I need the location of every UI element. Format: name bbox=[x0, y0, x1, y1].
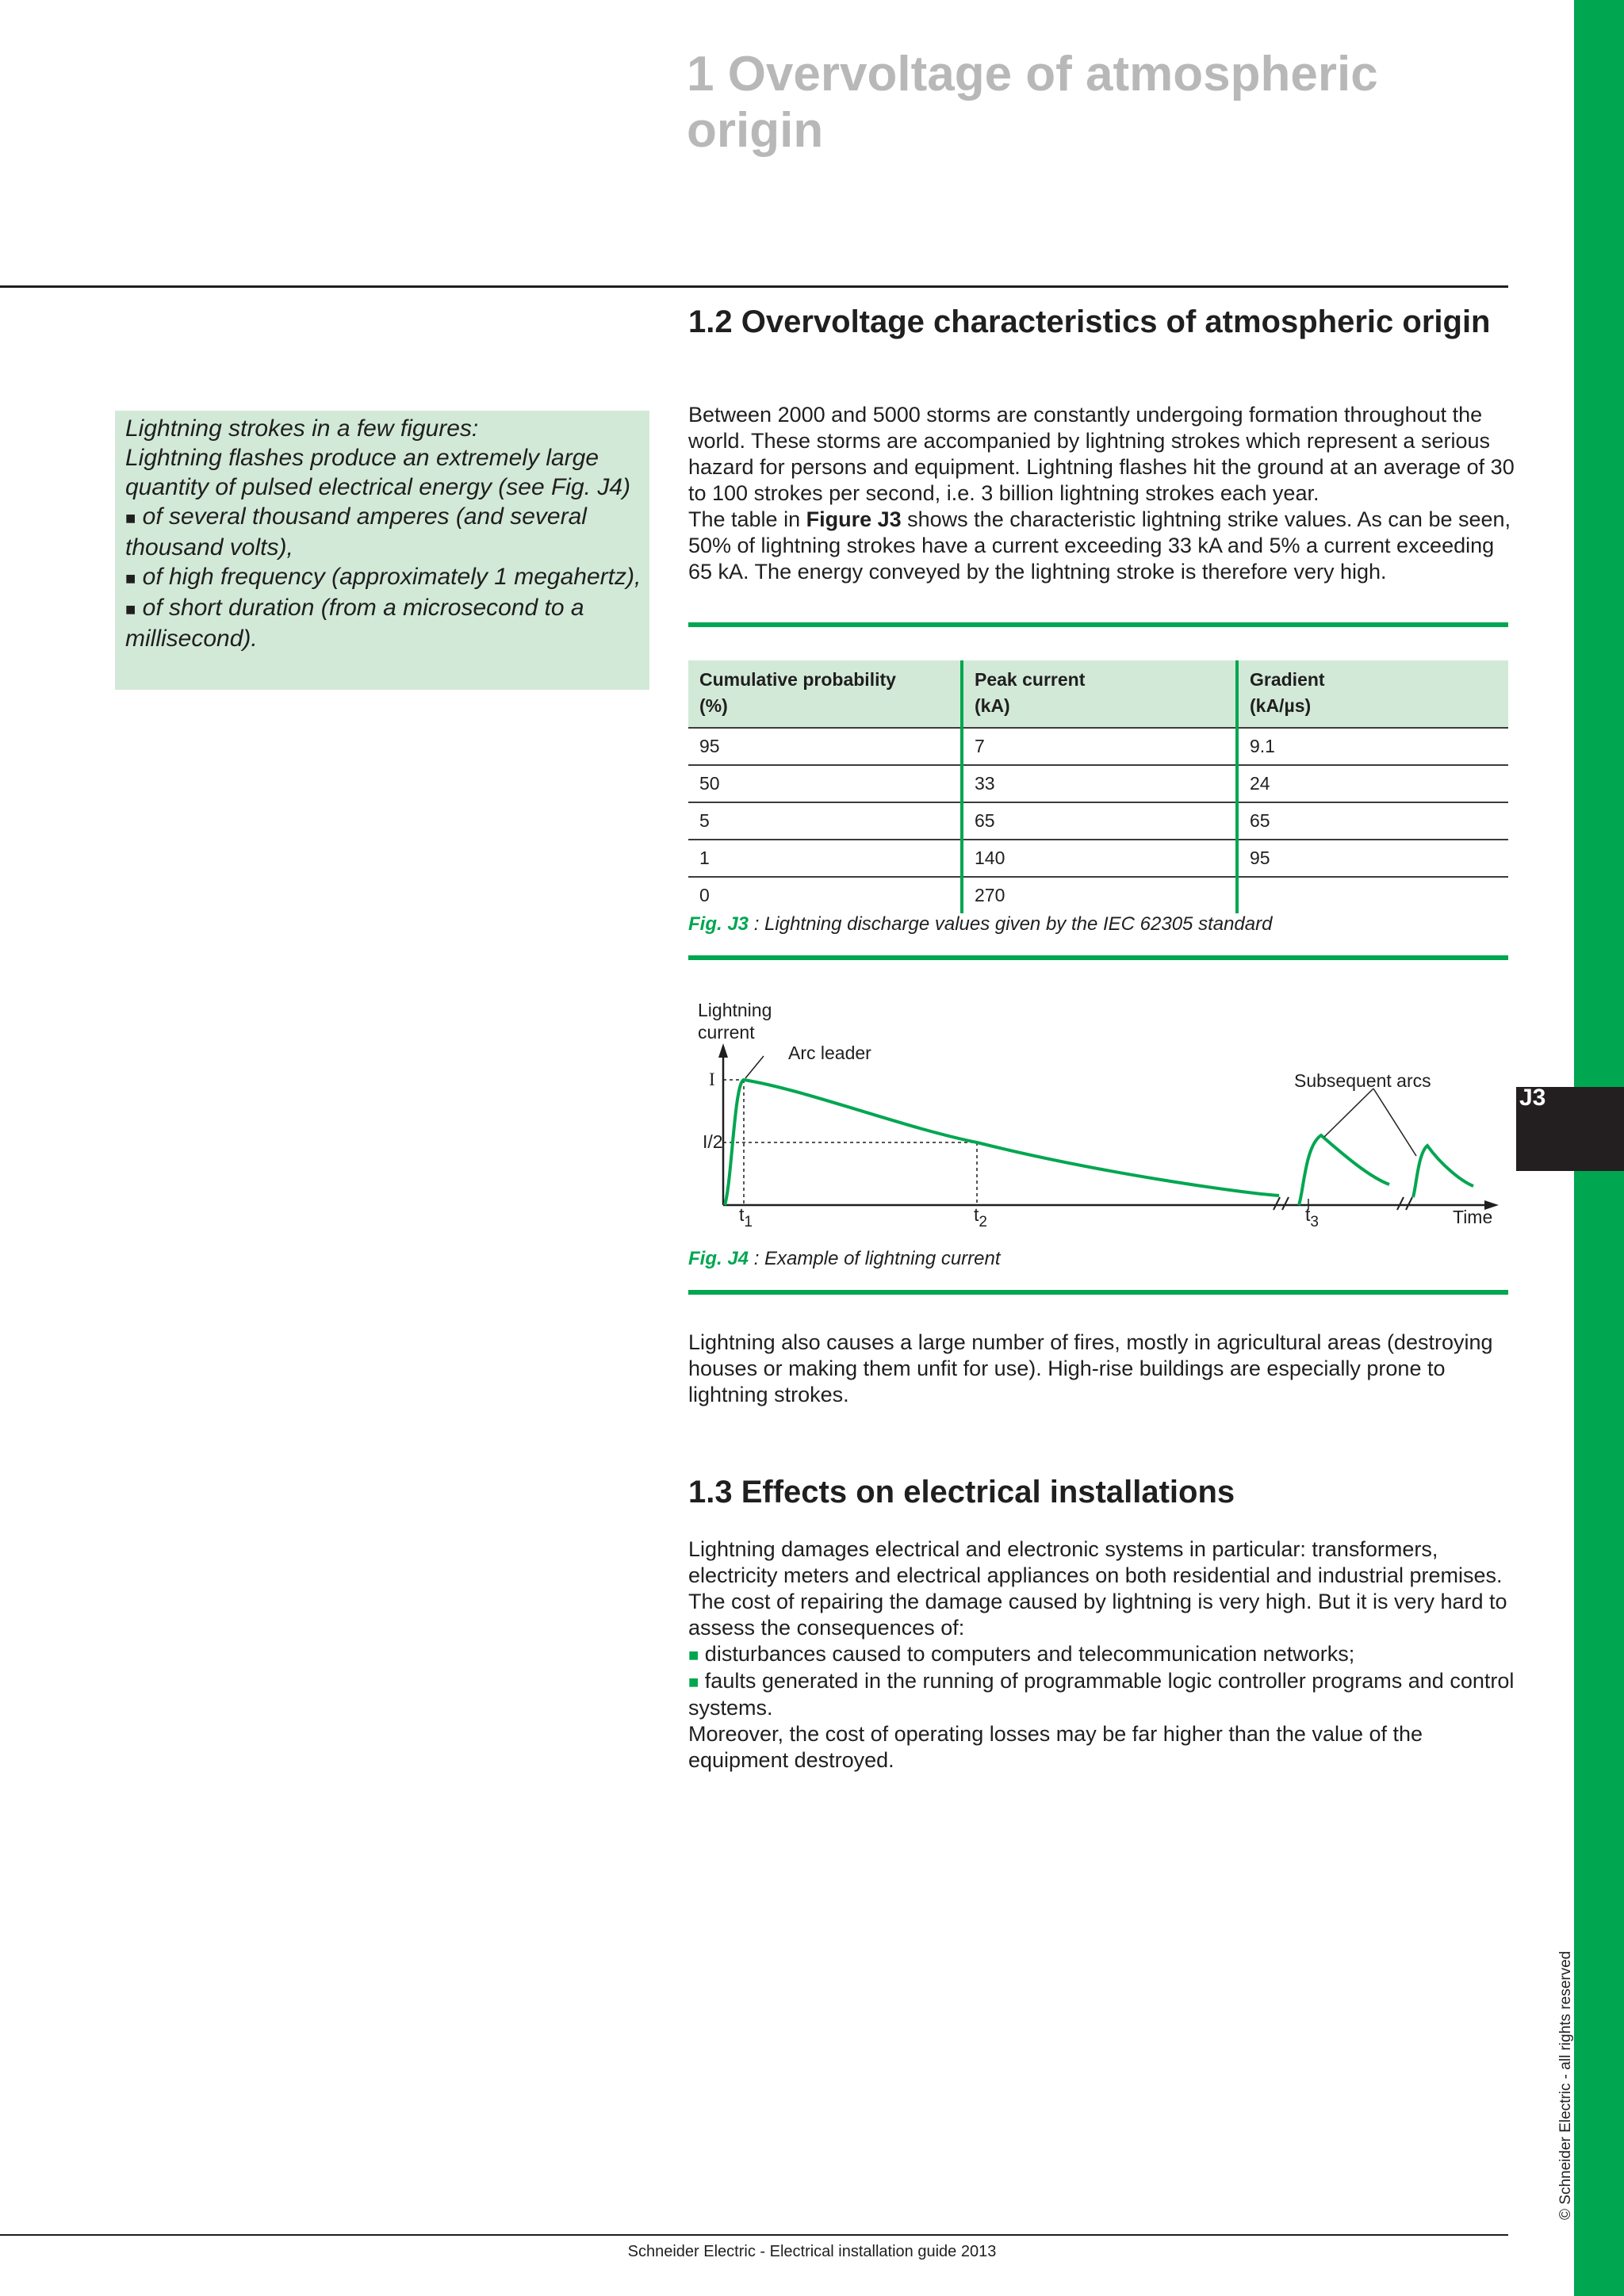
sidebox-bullet: ■ of short duration (from a microsecond to a millisecond). bbox=[125, 595, 584, 652]
axis-break-mark bbox=[1274, 1197, 1280, 1210]
lightning-values-table bbox=[688, 660, 1508, 913]
table-cell: 5 bbox=[688, 802, 962, 840]
table-cell: 24 bbox=[1237, 765, 1508, 802]
text-run: shows the characteristic lightning strike values. As can be seen, 50% of lightning strokes have a current exceeding 33 kA and 5% a current exceeding 65 kA. The energy conveyed by the lightning stroke is therefore very high. bbox=[688, 507, 1511, 584]
subsequent-arc-curve bbox=[1413, 1146, 1473, 1197]
figure-number: Fig. J3 bbox=[688, 913, 749, 935]
subsequent-arcs-pointer bbox=[1324, 1089, 1373, 1137]
axis-break-mark bbox=[1397, 1197, 1404, 1210]
table-row bbox=[688, 877, 1508, 913]
half-peak-label: I/2 bbox=[703, 1131, 723, 1152]
table-cell: 140 bbox=[962, 840, 1237, 877]
y-axis-label: current bbox=[698, 1022, 755, 1043]
caption-text: : Example of lightning current bbox=[749, 1248, 1001, 1269]
table-row bbox=[688, 728, 1508, 765]
table-cell: 95 bbox=[1237, 840, 1508, 877]
square-bullet-icon: ■ bbox=[688, 1672, 699, 1692]
caption-text: : Lightning discharge values given by the IEC 62305 standard bbox=[749, 913, 1273, 935]
section-1-3-text bbox=[688, 1536, 1521, 1774]
table-cell: 95 bbox=[688, 728, 962, 765]
table-row bbox=[688, 802, 1508, 840]
peak-current-label: I bbox=[709, 1070, 715, 1089]
figure-separator-rule bbox=[688, 955, 1508, 960]
table-cell: 270 bbox=[962, 877, 1237, 913]
paragraph: Lightning damages electrical and electronic systems in particular: transformers, electricity meters and electrical appliances on both residential and industrial premises. bbox=[688, 1537, 1503, 1587]
square-bullet-icon: ■ bbox=[125, 508, 136, 528]
footer-rule bbox=[0, 2234, 1508, 2236]
table-cell: 9.1 bbox=[1237, 728, 1508, 765]
t1-label: $t_1$ bbox=[739, 1204, 753, 1230]
table-cell: 50 bbox=[688, 765, 962, 802]
paragraph: Moreover, the cost of operating losses may be far higher than the value of the equipment destroyed. bbox=[688, 1722, 1423, 1772]
paragraph: The cost of repairing the damage caused by lightning is very high. But it is very hard to assess the consequences of: bbox=[688, 1590, 1507, 1640]
t2-label: $t_2$ bbox=[974, 1204, 987, 1230]
y-axis-arrow-icon bbox=[718, 1043, 728, 1058]
arc-leader-label: Arc leader bbox=[788, 1043, 871, 1063]
copyright-notice: © Schneider Electric - all rights reserved bbox=[1557, 1950, 1574, 2220]
sidebox-bullet: ■ of several thousand amperes (and several thousand volts), bbox=[125, 503, 587, 561]
table-cell bbox=[1237, 877, 1508, 913]
y-axis-label: Lightning bbox=[698, 1000, 772, 1020]
subsequent-arc-curve bbox=[1299, 1135, 1389, 1205]
table-row bbox=[688, 765, 1508, 802]
text-run: The table in bbox=[688, 507, 806, 531]
lightning-current-diagram bbox=[688, 983, 1508, 1253]
table-cell: 65 bbox=[962, 802, 1237, 840]
lightning-fires-text bbox=[688, 1330, 1517, 1408]
lightning-values-table-wrap bbox=[688, 660, 1508, 913]
square-bullet-icon: ■ bbox=[125, 599, 136, 619]
table-row bbox=[688, 840, 1508, 877]
bullet-item: ■ faults generated in the running of programmable logic controller programs and control systems. bbox=[688, 1669, 1515, 1720]
summary-sidebox bbox=[115, 411, 649, 690]
table-cell: 33 bbox=[962, 765, 1237, 802]
arc-leader-pointer bbox=[745, 1056, 764, 1078]
square-bullet-icon: ■ bbox=[688, 1645, 699, 1665]
bullet-item: ■ disturbances caused to computers and telecommunication networks; bbox=[688, 1642, 1355, 1666]
section-1-2-text bbox=[688, 402, 1521, 585]
table-cell: 7 bbox=[962, 728, 1237, 765]
table-cell: 65 bbox=[1237, 802, 1508, 840]
paragraph: Lightning also causes a large number of fires, mostly in agricultural areas (destroying houses or making them unfit for use). High-rise buildings are especially prone to lightning strokes. bbox=[688, 1330, 1493, 1406]
t3-label: $t_3$ bbox=[1305, 1204, 1319, 1230]
header-rule bbox=[0, 285, 1508, 288]
square-bullet-icon: ■ bbox=[125, 568, 136, 588]
column-header: Cumulative probability (%) bbox=[688, 660, 962, 728]
table-cell: 0 bbox=[688, 877, 962, 913]
sidebox-intro: Lightning flashes produce an extremely large quantity of pulsed electrical energy (see Fig. J4) bbox=[125, 445, 630, 500]
subsequent-arcs-pointer bbox=[1373, 1089, 1416, 1156]
sidebox-bullet: ■ of high frequency (approximately 1 megahertz), bbox=[125, 564, 642, 590]
figure-j3-caption bbox=[688, 913, 1272, 936]
chapter-tab-label: J3 bbox=[1519, 1085, 1546, 1111]
table-cell: 1 bbox=[688, 840, 962, 877]
figure-top-rule bbox=[688, 622, 1508, 627]
figure-reference: Figure J3 bbox=[806, 507, 902, 531]
sidebox-title: Lightning strokes in a few figures: bbox=[125, 415, 479, 442]
time-axis-label: Time bbox=[1453, 1207, 1493, 1227]
page-footer: Schneider Electric - Electrical installation guide 2013 bbox=[627, 2243, 997, 2260]
column-header: Peak current (kA) bbox=[962, 660, 1237, 728]
axis-break-mark bbox=[1282, 1197, 1289, 1210]
subsequent-arcs-label: Subsequent arcs bbox=[1294, 1070, 1431, 1091]
section-heading-1-2: 1.2 Overvoltage characteristics of atmospheric origin bbox=[688, 304, 1491, 339]
figure-number: Fig. J4 bbox=[688, 1248, 749, 1269]
section-heading-1-3: 1.3 Effects on electrical installations bbox=[688, 1475, 1235, 1510]
axis-break-mark bbox=[1406, 1197, 1412, 1210]
paragraph bbox=[688, 507, 1521, 585]
table-header-row bbox=[688, 660, 1508, 728]
figure-bottom-rule bbox=[688, 1290, 1508, 1295]
figure-j4-caption bbox=[688, 1248, 1001, 1270]
column-header: Gradient (kA/µs) bbox=[1237, 660, 1508, 728]
paragraph: Between 2000 and 5000 storms are constantly undergoing formation throughout the world. These storms are accompanied by lightning strokes which represent a serious hazard for persons and equipment. Lightning flashes hit the ground at an average of 30 to 100 strokes per second, i.e. 3 billion lightning strokes each year. bbox=[688, 403, 1515, 505]
chapter-title: 1 Overvoltage of atmospheric origin bbox=[687, 47, 1378, 159]
